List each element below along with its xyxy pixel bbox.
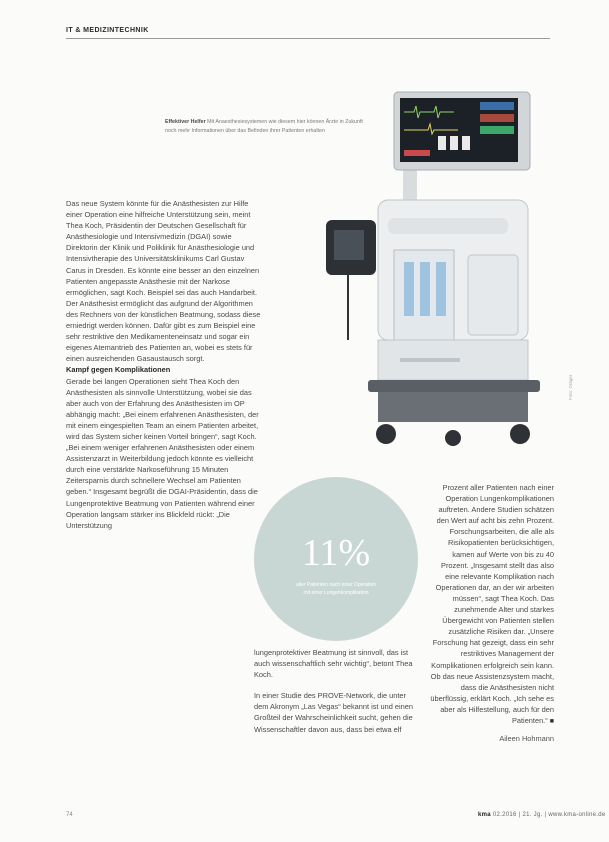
end-mark-icon: ■ (549, 717, 554, 725)
article-col3-body: Prozent aller Patienten nach einer Operation Lungenkomplikationen auftreten. Andere Studien schätzen den Wert auf acht bis zehn Prozent. Forschungsarbeiten, die alle als Risikopatienten berücksichtigen, kamen auf Werte von bis zu 40 Prozent. „Insgesamt stellt das also eine relevante Komplikation nach Operationen dar, an der wir arbeiten müssen“, sagt Thea Koch. Das zunehmende Alter und starkes Übergewicht von Patienten stellen zusätzliche Risiken dar. „Unsere Forschung hat gezeigt, dass ein sehr restriktives Management der Komplikationen erfolgreich sein kann. Ob das neue Assistenzsystem macht, dass die Anästhesisten nicht überflüssig, erklärt Koch. „Ich sehe es aber als Hilfestellung, auch für den Patienten.“ (430, 483, 554, 725)
footer-brand: kma (478, 812, 491, 818)
article-column-2 (254, 647, 422, 735)
article-column-1 (66, 198, 262, 531)
article-subhead: Kampf gegen Komplikationen (66, 365, 171, 375)
stat-value: 11% (301, 532, 371, 574)
caption-title: Effektiver Helfer (165, 119, 206, 125)
author-name: Aileen Hohmann (499, 734, 554, 744)
anaesthesia-machine-photo (308, 90, 560, 455)
footer-masthead (478, 812, 606, 818)
article-column-3 (426, 482, 554, 744)
article-col2-para-1: lungenprotektiver Beatmung ist sinnvoll, das ist auch wissenschaftlich sehr wichtig“, betont Thea Koch. (254, 648, 413, 680)
footer-issue: 02.2016 | 21. Jg. | www.kma-online.de (492, 812, 606, 818)
caption-text: Mit Anaesthesiesystemen wie diesem hier können Ärzte in Zukunft noch mehr Informationen über das Befinden ihrer Patienten erhalten (165, 119, 363, 134)
section-header: IT & MEDIZINTECHNIK (66, 27, 149, 34)
header-divider (66, 38, 550, 39)
page-number: 74 (66, 812, 73, 818)
article-intro: Das neue System könnte für die Anästhesisten zur Hilfe einer Operation eine hilfreiche Unterstützung sein, meint Thea Koch, Präsidentin der Deutschen Gesellschaft für Anästhesiologie und Intensivmedizin (DGAI) sowie Direktorin der Klinik und Poliklinik für Anästhesiologie und Intensivtherapie des Universitätsklinikums Carl Gustav Carus in Dresden. Es könnte eine besser an den einzelnen Patienten angepasste Anästhesie mit der Narkose ermöglichen, sagt Koch. Beispiel sei das auch Handarbeit. Der Anästhesist ermöglicht das aufgrund der Algorithmen des Rechners von der künstlichen Beatmung, sodass diese erniedrigt werden können. Dafür gibt es zum Beispiel eine sehr restriktive den Medikamenteneinsatz und sogar ein eigenes Atemantrieb des Patienten an, wobei es stets für einen ausreichenden Gasaustausch sorgt. (66, 199, 261, 364)
stat-label: aller Patienten nach einer Operation mit einer Lungenkomplikation (295, 582, 377, 596)
stat-circle (254, 477, 418, 641)
article-col3-text (426, 482, 554, 727)
article-col2-para-2: In einer Studie des PROVE-Network, die unter dem Akronym „Las Vegas“ bekannt ist und einen Großteil der Wahrscheinlichkeit sucht, gehen die Wissenschaftler davon aus, dass bei etwa elf (254, 691, 413, 734)
photo-credit: Foto: Dräger (568, 374, 573, 400)
article-body: Gerade bei langen Operationen sieht Thea Koch den Anästhesisten als sinnvolle Unterstützung, wobei sie das aber auch von der Erfahrung des Anästhesisten im OP abhängig macht: „Bei einem erfahrenen Anästhesisten, der mit einem eingespielten Team an einem Patienten arbeitet, wird das System sicher keinen Vorteil bringen“, sagt Koch. „Bei einem weniger erfahrenen Anästhesisten oder einem Assistenzarzt in Weiterbildung jedoch könnte es vielleicht durch eine verstärkte Narkoseführung 15 Minuten Zeitersparnis durch schnellere Wechsel am Patienten geben.“ Insgesamt begrüßt die DGAI-Präsidentin, dass die Lungenprotektive Beatmung von Patienten während einer Operation langsam stärker ins Blickfeld rückt: „Die Unterstützung (66, 376, 259, 530)
